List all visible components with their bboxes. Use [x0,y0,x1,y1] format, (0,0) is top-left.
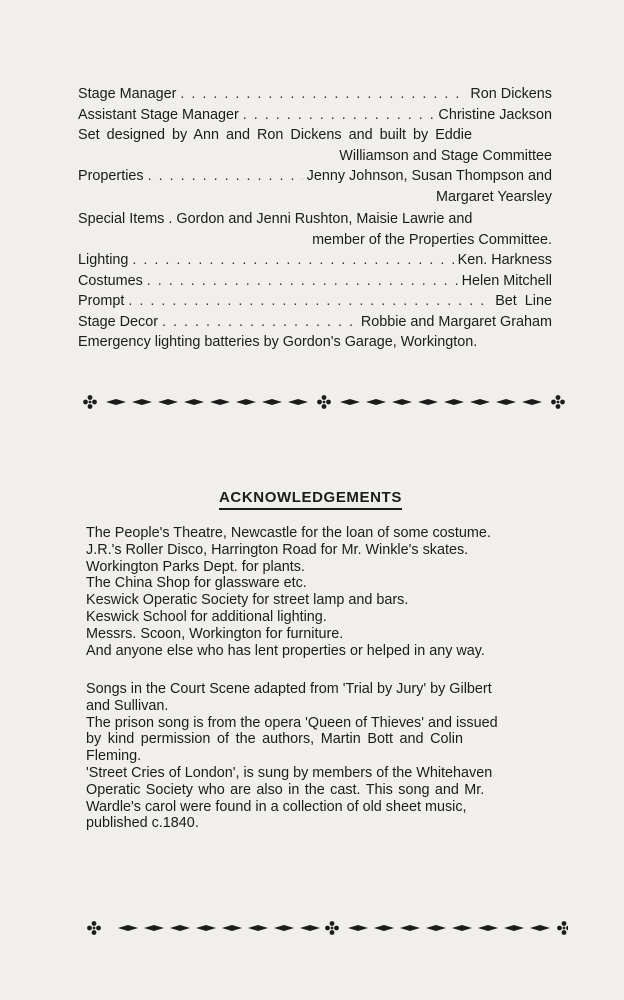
leader-dots [180,84,466,105]
credit-value: Ron Dickens [470,86,552,102]
credit-lighting [78,250,552,271]
list-item: The People's Theatre, Newcastle for the loan of some costume. [86,525,491,541]
text-line: 'Street Cries of London', is sung by members of the Whitehaven [86,764,493,781]
flower-ornament-icon [317,395,331,409]
credit-set-line-1 [78,125,552,146]
credit-value: Helen Mitchell [461,272,552,289]
list-item: Messrs. Scoon, Workington for furniture. [86,625,344,642]
text-line: published c.1840. [86,815,199,832]
text-line: by kind permission of the authors, Martin Bott and Colin [86,731,463,748]
ornament-divider-top [80,392,568,412]
credit-properties-line-2: Margaret Yearsley [436,188,552,205]
flower-ornament-icon [83,395,97,409]
credit-value: Jenny Johnson, Susan Thompson and [306,168,552,184]
credit-emergency-lighting: Emergency lighting batteries by Gordon's Garage, Workington. [78,334,478,350]
credit-set-line-2: Williamson and Stage Committee [339,147,552,164]
credit-label: Prompt [78,293,125,309]
credit-stage-decor [78,312,552,333]
credit-stage-manager [78,84,552,105]
songs-paragraph-prison-song [86,715,560,765]
songs-paragraph-street-cries [86,765,560,832]
list-item: Workington Parks Dept. for plants. [86,558,305,575]
leader-dots [147,271,458,292]
text-line: Operatic Society who are also in the cast. This song and Mr. [86,781,485,798]
credit-label: Stage Manager [78,86,177,102]
text-line: Fleming. [86,748,142,765]
leader-dots [128,291,491,312]
credit-prompt [78,291,552,312]
leader-dots [148,166,303,187]
credit-label: Stage Decor [78,313,158,330]
credit-label: Costumes [78,272,143,289]
list-item: Keswick Operatic Society for street lamp and bars. [86,592,409,609]
credit-value: Robbie and Margaret Graham [360,313,552,330]
leader-dots [162,312,357,333]
diamond-chain-right [340,399,542,405]
acknowledgements-heading: ACKNOWLEDGEMENTS [219,489,402,510]
list-item: Keswick School for additional lighting. [86,608,327,625]
text-line: Wardle's carol were found in a collection of old sheet music, [86,798,467,815]
ornament-divider-bottom [80,918,568,938]
flower-ornament-icon [87,921,101,935]
credit-special-items-line-2: member of the Properties Committee. [312,231,552,248]
flower-ornament-icon [325,921,339,935]
diamond-chain-left [118,925,320,931]
credit-label: Assistant Stage Manager [78,106,239,123]
diamond-chain-right [348,925,550,931]
credit-label: Lighting [78,252,129,268]
leader-dots [132,250,453,271]
list-item: J.R.'s Roller Disco, Harrington Road for Mr. Winkle's skates. [86,541,469,558]
text-line: and Sullivan. [86,697,169,714]
diamond-chain-left [106,399,308,405]
credit-value: Christine Jackson [438,106,552,123]
production-credits [78,84,552,353]
list-item: The China Shop for glassware etc. [86,575,307,592]
flower-ornament-icon [557,921,568,935]
credit-properties [78,166,552,187]
set-text: Set designed by Ann and Ron Dickens and built by Eddie [78,127,473,143]
text-line: The prison song is from the opera 'Queen of Thieves' and issued [86,714,498,731]
acknowledgements-list [86,525,560,659]
credit-label: Properties [78,168,144,184]
credit-value: Ken. Harkness [457,252,552,268]
credit-costumes [78,271,552,292]
songs-paragraph-court-scene [86,681,560,715]
credit-assistant-stage-manager [78,105,552,126]
credit-special-items-line-1: Special Items . Gordon and Jenni Rushton, Maisie Lawrie and [78,211,473,227]
credit-value: Bet Line [495,293,552,309]
leader-dots [243,105,435,126]
text-line: Songs in the Court Scene adapted from 'Trial by Jury' by Gilbert [86,681,492,697]
list-item: And anyone else who has lent properties or helped in any way. [86,642,485,659]
flower-ornament-icon [551,395,565,409]
songs-notes [86,681,560,832]
